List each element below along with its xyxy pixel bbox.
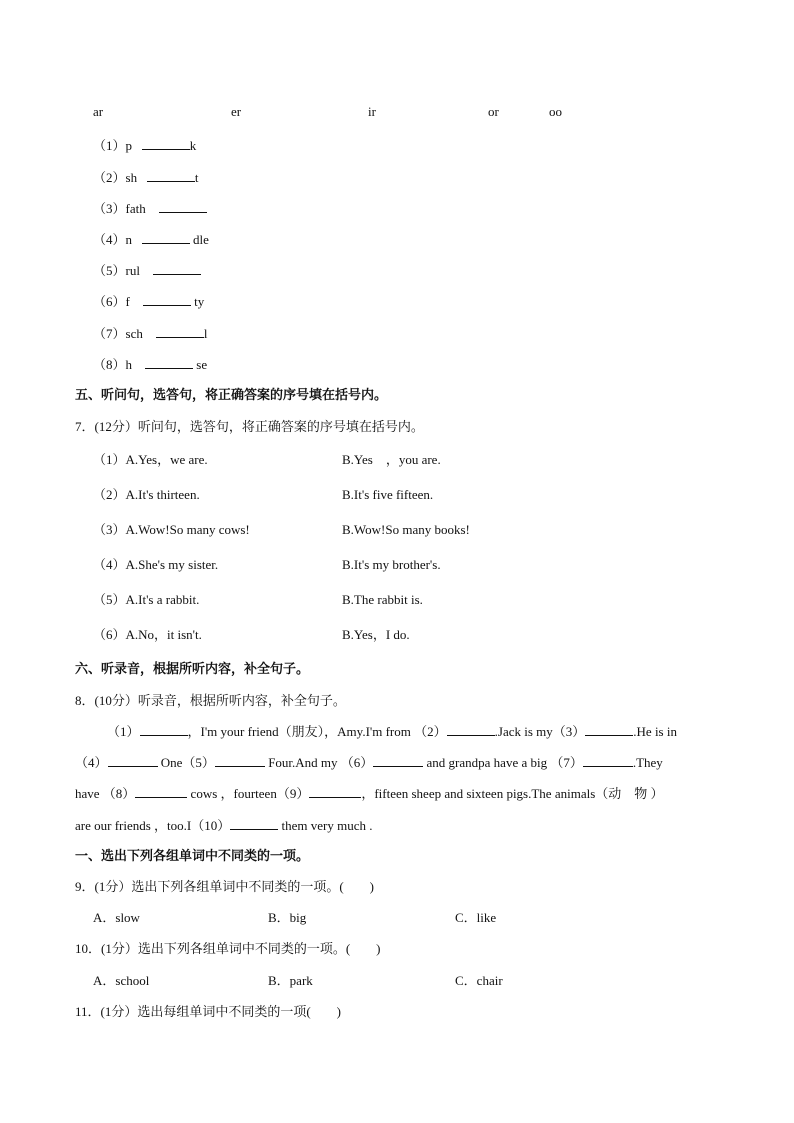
fill-item: （8）h se — [93, 357, 208, 372]
answer-blank[interactable] — [135, 784, 187, 798]
choice-option-b: B.It's my brother's. — [342, 557, 441, 572]
question-title: 8．(10分）听录音，根据所听内容，补全句子。 — [75, 693, 346, 708]
answer-blank[interactable] — [145, 355, 193, 369]
answer-blank[interactable] — [309, 784, 361, 798]
section-heading: 五、听问句，选答句，将正确答案的序号填在括号内。 — [75, 387, 388, 402]
fill-item: （4）n dle — [93, 232, 209, 247]
section-heading: 六、听录音，根据所听内容，补全句子。 — [75, 661, 310, 676]
answer-blank[interactable] — [447, 722, 495, 736]
letter-option: ar — [93, 104, 104, 119]
choice-row: （5）A.It's a rabbit. — [93, 592, 200, 607]
answer-blank[interactable] — [153, 261, 201, 275]
fill-item: （3）fath — [93, 199, 207, 218]
answer-blank[interactable] — [142, 230, 190, 244]
answer-blank[interactable] — [140, 722, 188, 736]
letter-option: oo — [549, 104, 562, 119]
letter-option: or — [488, 104, 499, 119]
option-b[interactable]: B．park — [268, 973, 313, 988]
letter-option: er — [231, 104, 242, 119]
choice-option-b: B.It's five fifteen. — [342, 487, 434, 502]
passage-line: have （8） cows ，fourteen（9） ，fifteen sheep and sixteen pigs.The animals（动 物 ） — [75, 786, 664, 801]
passage-line: （1） ，I'm your friend（朋友），Amy.I'm from （2） .Jack is my（3） .He is in — [107, 724, 677, 739]
answer-blank[interactable] — [583, 753, 633, 767]
choice-row: （6）A.No，it isn't. — [93, 627, 202, 642]
option-a[interactable]: A．slow — [93, 910, 140, 925]
option-a[interactable]: A．school — [93, 973, 150, 988]
answer-blank[interactable] — [143, 292, 191, 306]
fill-item: （5）rul — [93, 261, 201, 280]
answer-blank[interactable] — [147, 168, 195, 182]
choice-option-b: B.Wow!So many books! — [342, 522, 470, 537]
choice-row: （3）A.Wow!So many cows! — [93, 522, 250, 537]
answer-blank[interactable] — [373, 753, 423, 767]
choice-row: （4）A.She's my sister. — [93, 557, 219, 572]
question-title: 7．(12分）听问句，选答句，将正确答案的序号填在括号内。 — [75, 419, 424, 434]
fill-item: （2）sh t — [93, 170, 199, 185]
answer-blank[interactable] — [142, 136, 190, 150]
choice-row: （2）A.It's thirteen. — [93, 487, 200, 502]
choice-option-b: B.Yes ，you are. — [342, 452, 441, 467]
passage-line: are our friends ，too.I（10） them very much . — [75, 818, 373, 833]
fill-item: （6）f ty — [93, 294, 205, 309]
choice-option-b: B.Yes，I do. — [342, 627, 410, 642]
answer-blank[interactable] — [108, 753, 158, 767]
fill-item: （1）p k — [93, 138, 197, 153]
choice-option-b: B.The rabbit is. — [342, 592, 423, 607]
option-c[interactable]: C．like — [455, 910, 497, 925]
passage-line: （4） One（5） Four.And my （6） and grandpa have a big （7） .They — [75, 755, 663, 770]
fill-item: （7）sch l — [93, 326, 208, 341]
letter-option: ir — [368, 104, 376, 119]
option-c[interactable]: C．chair — [455, 973, 503, 988]
section-heading: 一、选出下列各组单词中不同类的一项。 — [75, 848, 310, 863]
answer-blank[interactable] — [230, 816, 278, 830]
question-title: 10．(1分）选出下列各组单词中不同类的一项。( ) — [75, 941, 381, 956]
answer-blank[interactable] — [215, 753, 265, 767]
choice-row: （1）A.Yes，we are. — [93, 452, 208, 467]
answer-blank[interactable] — [585, 722, 633, 736]
question-title: 9．(1分）选出下列各组单词中不同类的一项。( ) — [75, 879, 374, 894]
answer-blank[interactable] — [159, 199, 207, 213]
option-b[interactable]: B．big — [268, 910, 307, 925]
question-title: 11．(1分）选出每组单词中不同类的一项( ) — [75, 1004, 342, 1019]
answer-blank[interactable] — [156, 324, 204, 338]
